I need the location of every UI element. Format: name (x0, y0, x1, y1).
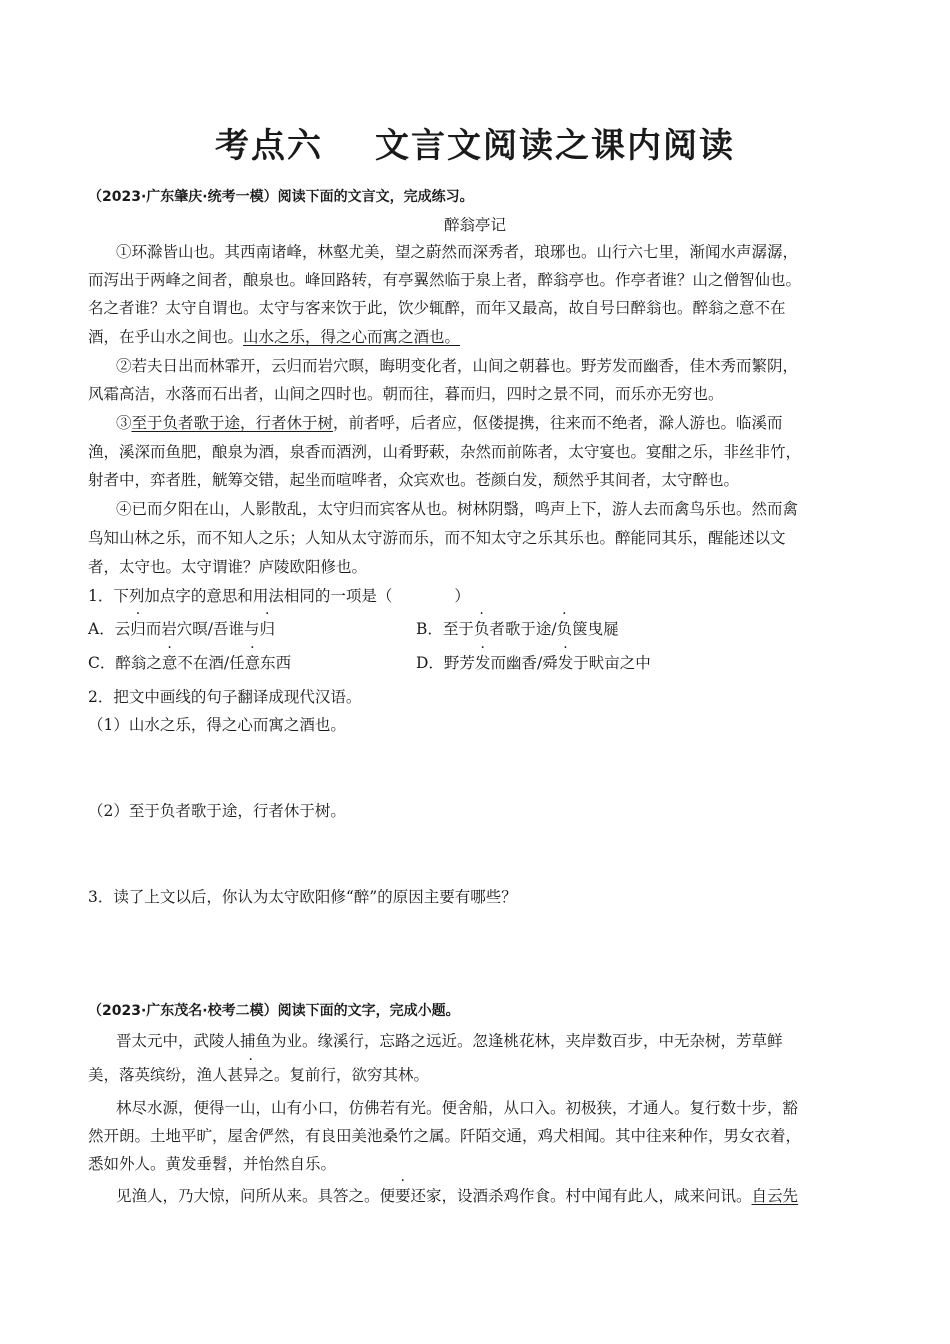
dotted-char: 发 (474, 654, 491, 672)
option-b: B．至于负者歌于途/负箧曳屣 (416, 620, 619, 638)
dotted-char: 要 (395, 1187, 411, 1205)
passage-line: 风霜高洁，水落而石出者，山间之四时也。朝而往，暮而归，四时之景不同，而乐亦无穷也。 (88, 385, 724, 403)
question-2-stem: 2．把文中画线的句子翻译成现代汉语。 (88, 688, 362, 706)
option-c: C．醉翁之意不在酒/任意东西 (88, 654, 292, 672)
dotted-char: 归 (130, 620, 146, 638)
question-1-stem: 1．下列加点字的意思和用法相同的一项是（ ） (88, 587, 470, 605)
option-d: D．野芳发而幽香/舜发于畎亩之中 (416, 654, 651, 672)
question-3-stem: 3．读了上文以后，你认为太守欧阳修“醉”的原因主要有哪些？ (88, 888, 517, 906)
dotted-char: 意 (161, 654, 178, 672)
passage-line: 然开朗。土地平旷，屋舍俨然，有良田美池桑竹之属。阡陌交通，鸡犬相闻。其中往来种作，男女衣着， (88, 1127, 802, 1145)
passage-line: 射者中，弈者胜，觥筹交错，起坐而喧哗者，众宾欢也。苍颜白发，颓然乎其间者，太守醉也。 (88, 471, 740, 489)
underlined-sentence-1: 山水之乐，得之心而寓之酒也。 (243, 328, 461, 346)
passage-line: 美，落英缤纷，渔人甚异之。复前行，欲穷其林。 (88, 1066, 430, 1084)
section1-source: （2023·广东肇庆·统考一模）阅读下面的文言文，完成练习。 (88, 189, 474, 205)
section2-source: （2023·广东茂名·校考二模）阅读下面的文字，完成小题。 (88, 1003, 460, 1019)
passage-line: ③至于负者歌于途，行者休于树，前者呼，后者应，伛偻提携，往来而不绝者，滁人游也。临溪而 (116, 414, 783, 432)
dotted-char: 异 (243, 1066, 259, 1084)
passage-line: 晋太元中，武陵人捕鱼为业。缘溪行，忘路之远近。忽逢桃花林，夹岸数百步，中无杂树，芳草鲜 (116, 1032, 783, 1050)
title-part2: 文言文阅读之课内阅读 (375, 126, 735, 166)
passage-line: 酒，在乎山水之间也。山水之乐，得之心而寓之酒也。 (88, 328, 461, 346)
passage-line: ①环滁皆山也。其西南诸峰，林壑尤美，望之蔚然而深秀者，琅琊也。山行六七里，渐闻水声潺潺， (116, 243, 799, 261)
option-a: A．云归而岩穴暝/吾谁与归 (88, 620, 275, 638)
title-part1: 考点六 (215, 126, 323, 166)
question-2-sub1: （1）山水之乐，得之心而寓之酒也。 (88, 716, 346, 734)
passage-line: 名之者谁？太守自谓也。太守与客来饮于此，饮少辄醉，而年又最高，故自号曰醉翁也。醉翁之意不在 (88, 299, 786, 317)
passage-line: 见渔人，乃大惊，问所从来。具答之。便要还家，设酒杀鸡作食。村中闻有此人，咸来问讯。自云先 (116, 1187, 799, 1205)
dotted-char: 发 (557, 654, 574, 672)
passage-line: 林尽水源，便得一山，山有小口，仿佛若有光。便舍船，从口入。初极狭，才通人。复行数十步，豁 (116, 1099, 799, 1117)
passage-line: 鸟知山林之乐，而不知人之乐；人知从太守游而乐，而不知太守之乐其乐也。醉能同其乐，醒能述以文 (88, 529, 786, 547)
dotted-char: 负 (473, 620, 490, 638)
question-2-sub2: （2）至于负者歌于途，行者休于树。 (88, 802, 346, 820)
passage-heading: 醉翁亭记 (443, 216, 506, 234)
passage-line: 渔，溪深而鱼肥，酿泉为酒，泉香而酒洌，山肴野蔌，杂然而前陈者，太守宴也。宴酣之乐，非丝非竹， (88, 443, 802, 461)
page-title (0, 118, 950, 167)
dotted-char: 负 (556, 620, 573, 638)
passage-line: ④已而夕阳在山，人影散乱，太守归而宾客从也。树林阴翳，鸣声上下，游人去而禽鸟乐也。然而禽 (116, 500, 799, 518)
dotted-char: 归 (259, 620, 275, 638)
passage-line: 悉如外人。黄发垂髫，并怡然自乐。 (88, 1155, 337, 1173)
passage-line: ②若夫日出而林霏开，云归而岩穴暝，晦明变化者，山间之朝暮也。野芳发而幽香，佳木秀而繁阴， (116, 357, 799, 375)
underlined-sentence-3: 自云先 (751, 1187, 799, 1205)
dotted-char: 意 (244, 654, 261, 672)
passage-line: 而泻出于两峰之间者，酿泉也。峰回路转，有亭翼然临于泉上者，醉翁亭也。作亭者谁？山之僧智仙也。 (88, 271, 802, 289)
passage-line: 者，太守也。太守谓谁？庐陵欧阳修也。 (88, 558, 368, 576)
underlined-sentence-2: 至于负者歌于途，行者休于树 (131, 414, 334, 432)
